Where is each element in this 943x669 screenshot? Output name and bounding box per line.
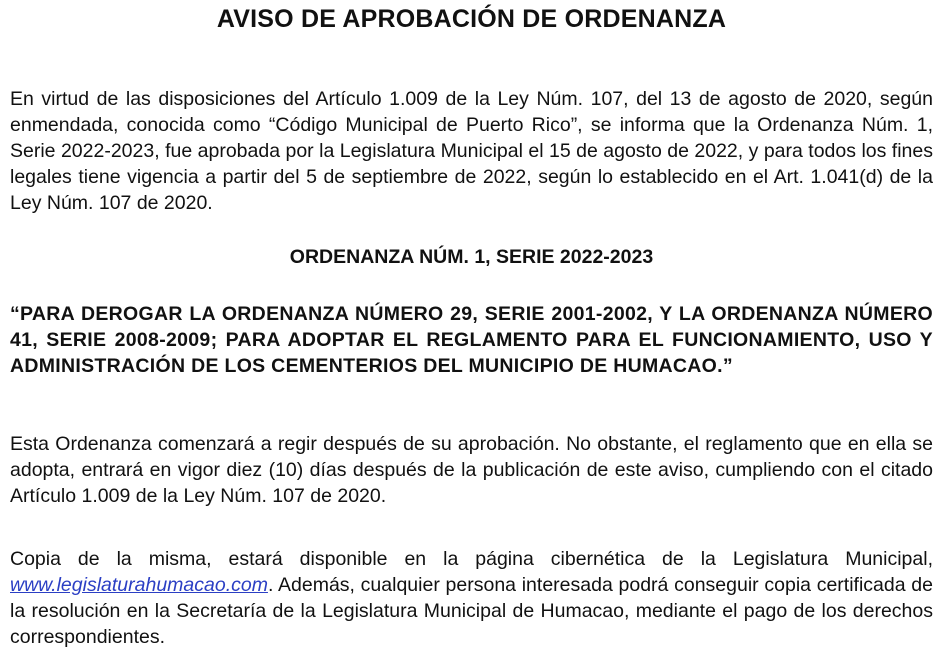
notice-title: AVISO DE APROBACIÓN DE ORDENANZA <box>216 5 727 33</box>
intro-paragraph: En virtud de las disposiciones del Artículo 1.009 de la Ley Núm. 107, del 13 de agosto de 2020, según enmendada, conocida como “Código Municipal de Puerto Rico”, se informa que la Ordenanza Núm. 1, Serie 2022-2023, fue aprobada por la Legislatura Municipal el 15 de agosto de 2022, y para todos los fines legales tiene vigencia a partir del 5 de septiembre de 2022, según lo establecido en el Art. 1.041(d) de la Ley Núm. 107 de 2020. <box>10 88 933 214</box>
ordinance-heading: ORDENANZA NÚM. 1, SERIE 2022-2023 <box>289 246 654 268</box>
copy-paragraph <box>10 546 933 650</box>
legislature-website-link[interactable]: www.legislaturahumacao.com <box>10 574 268 596</box>
ordinance-title: “PARA DEROGAR LA ORDENANZA NÚMERO 29, SERIE 2001-2002, Y LA ORDENANZA NÚMERO 41, SERIE 2008-2009; PARA ADOPTAR EL REGLAMENTO PARA EL FUNCIONAMIENTO, USO Y ADMINISTRACIÓN DE LOS CEMENTERIOS DEL MUNICIPIO DE HUMACAO.” <box>10 303 933 377</box>
copy-paragraph-end: . Además, cualquier persona interesada podrá conseguir copia certificada de la resolución en la Secretaría de la Legislatura Municipal de Humacao, mediante el pago de los derechos correspondientes. <box>10 574 933 648</box>
copy-paragraph-start: Copia de la misma, estará disponible en la página cibernética de la Legislatura Municipal, <box>10 548 933 570</box>
effective-paragraph: Esta Ordenanza comenzará a regir después de su aprobación. No obstante, el reglamento que en ella se adopta, entrará en vigor diez (10) días después de la publicación de este aviso, cumpliendo con el citado Artículo 1.009 de la Ley Núm. 107 de 2020. <box>10 433 933 507</box>
